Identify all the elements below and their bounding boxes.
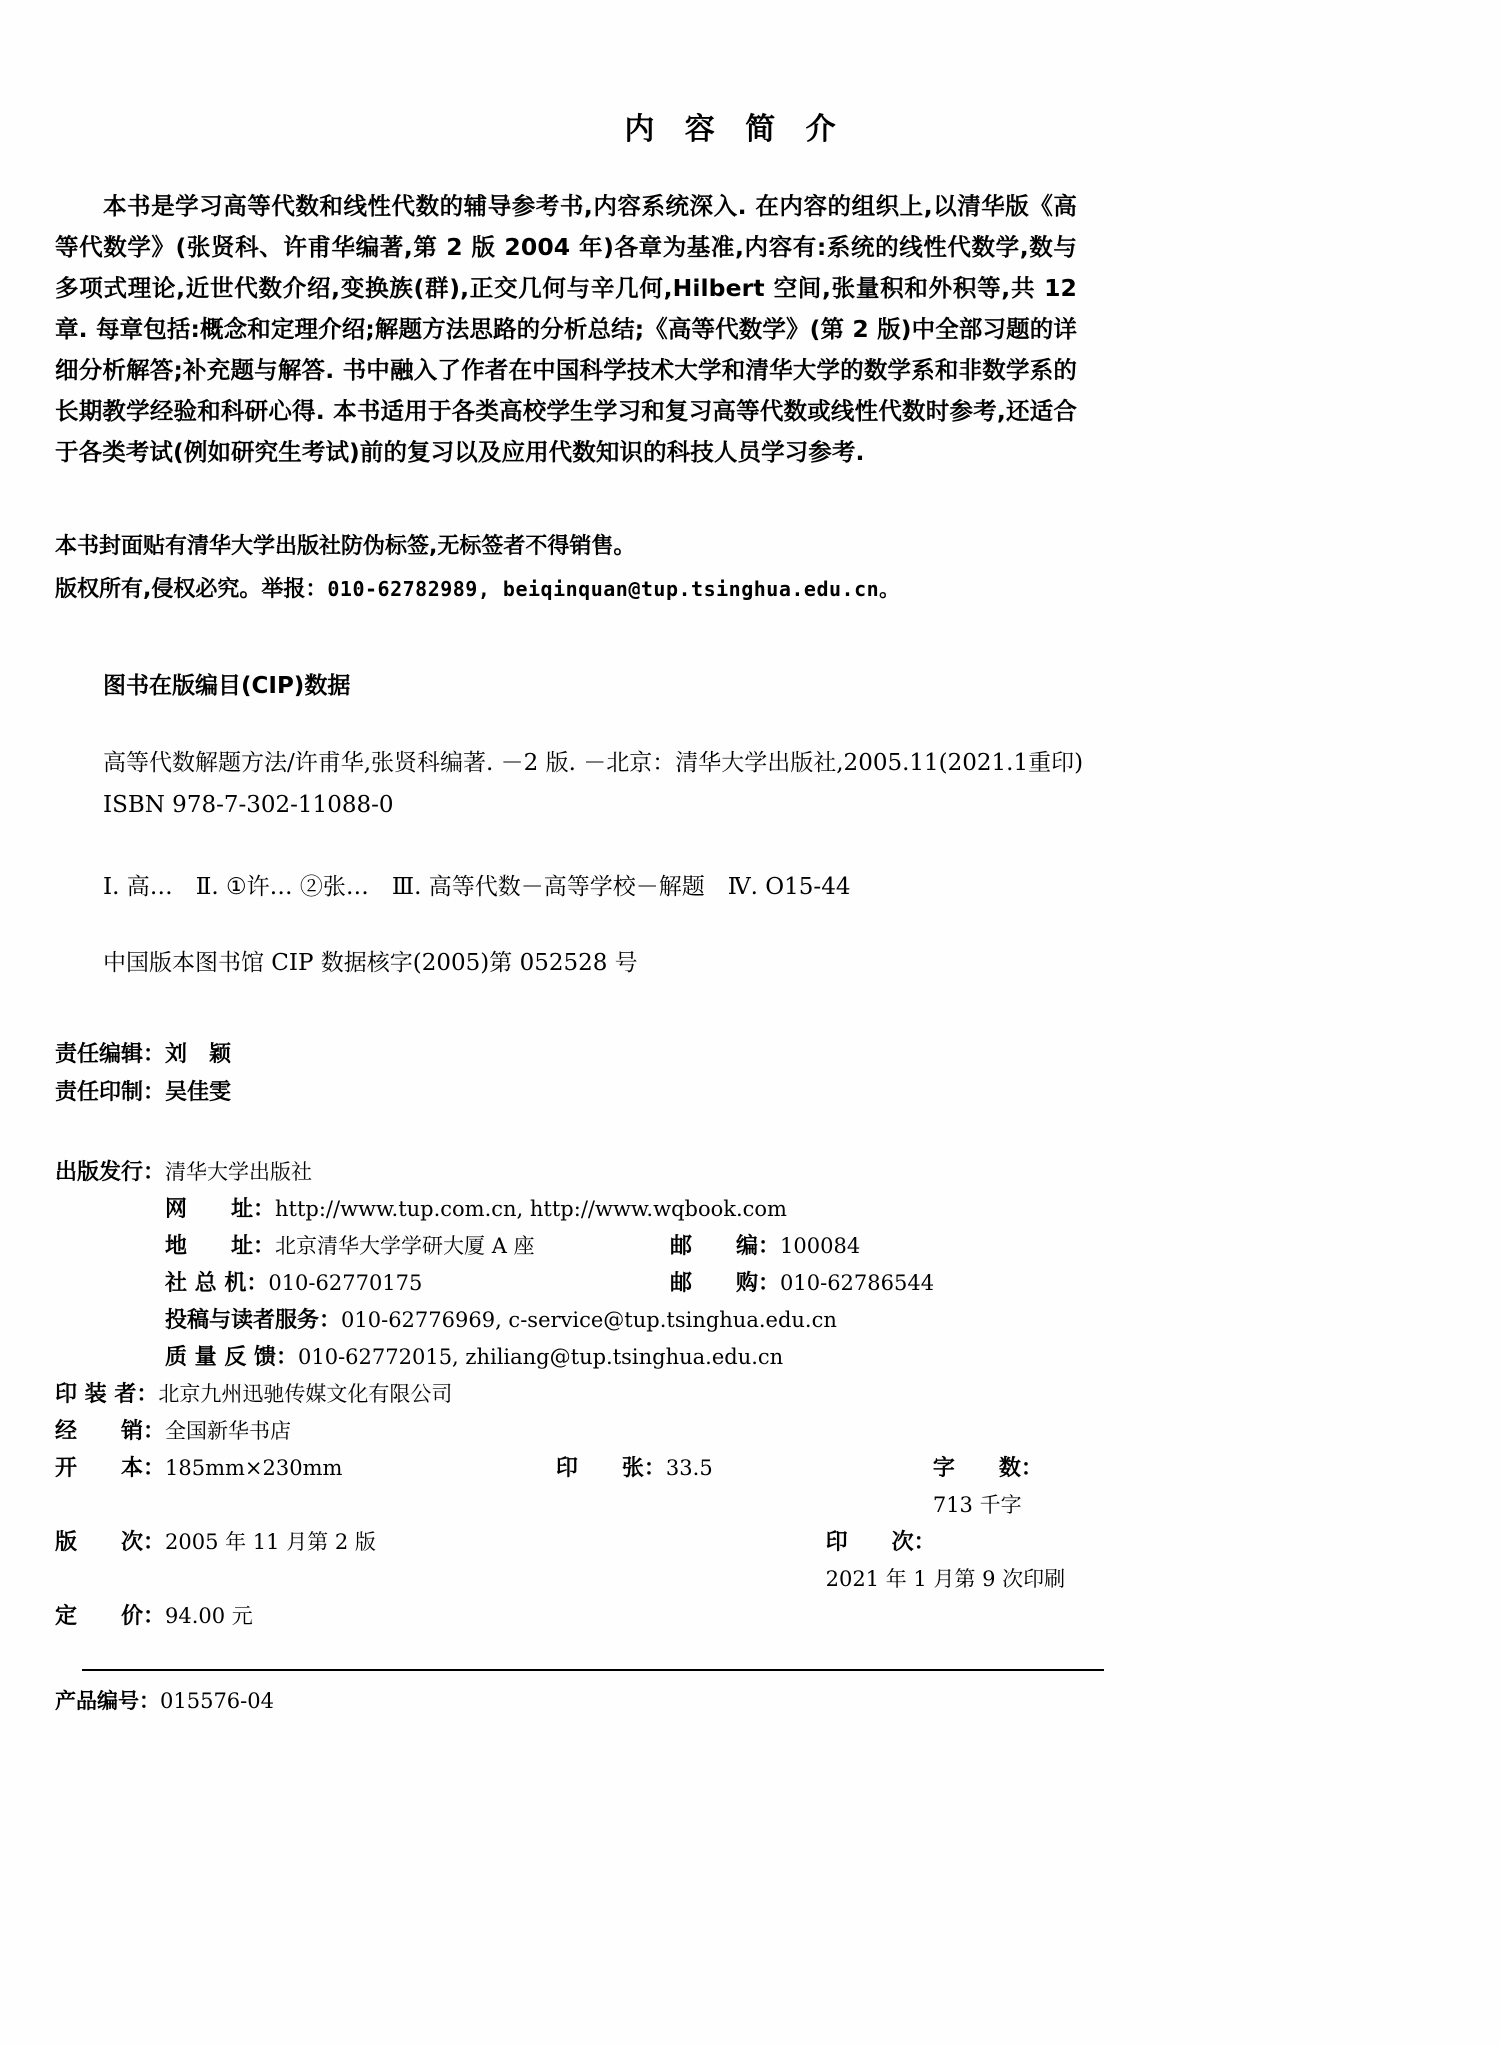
publisher-quality-feedback-value: 010-62772015, zhiliang@tup.tsinghua.edu.cn [297, 1345, 784, 1369]
publisher-mailorder-value: 010-62786544 [780, 1271, 935, 1295]
notices-block [55, 525, 1130, 611]
publisher-reader-service-value: 010-62776969, c-service@tup.tsinghua.edu.cn [341, 1308, 837, 1332]
copyright-notice-label: 版权所有,侵权必究。举报： [55, 577, 328, 602]
book-summary-paragraph: 本书是学习高等代数和线性代数的辅导参考书,内容系统深入. 在内容的组织上,以清华版《高等代数学》(张贤科、许甫华编著,第 2 版 2004 年)各章为基准,内容有:系统的线性代数学,数与多项式理论,近世代数介绍,变换族(群),正交几何与辛几何,Hilbert 空间,张量积和外积等,共 12 章. 每章包括:概念和定理介绍;解题方法思路的分析总结;《高等代数学》(第 2 版)中全部习题的详细分析解答;补充题与解答. 书中融入了作者在中国科学技术大学和清华大学的数学系和非数学系的长期教学经验和科研心得. 本书适用于各类高校学生学习和复习高等代数或线性代数时参考,还适合于各类考试(例如研究生考试)前的复习以及应用代数知识的科技人员学习参考. [55, 192, 1077, 466]
credit-row [55, 1036, 1130, 1074]
responsible-printing-value: 吴佳雯 [165, 1080, 232, 1105]
copyright-notice [55, 568, 1130, 611]
page-content [55, 0, 1130, 1715]
impression-group [826, 1524, 1130, 1598]
publisher-quality-feedback-row [55, 1339, 1130, 1376]
sheets-value: 33.5 [665, 1456, 713, 1480]
wordcount-group [933, 1450, 1130, 1524]
price-row [55, 1598, 1130, 1635]
format-row [55, 1450, 1130, 1524]
impression-value: 2021 年 1 月第 9 次印刷 [825, 1567, 1066, 1591]
responsible-printing-label: 责任印制： [55, 1080, 166, 1105]
printer-value: 北京九州迅驰传媒文化有限公司 [158, 1382, 453, 1406]
publisher-switchboard-group [165, 1265, 670, 1302]
impression-label: 印 次： [825, 1530, 936, 1555]
publisher-address-label: 地 址： [165, 1234, 276, 1259]
edition-value: 2005 年 11 月第 2 版 [165, 1530, 376, 1554]
publisher-reader-service-row [55, 1302, 1130, 1339]
publisher-issue-row [55, 1154, 1130, 1191]
publisher-mailorder-label: 邮 购： [670, 1271, 781, 1296]
publisher-postcode-value: 100084 [780, 1234, 861, 1258]
publisher-switchboard-value: 010-62770175 [268, 1271, 423, 1295]
price-label: 定 价： [55, 1604, 166, 1629]
price-value: 94.00 元 [165, 1604, 253, 1628]
publisher-info-block [55, 1154, 1130, 1635]
publisher-address-group [165, 1228, 670, 1265]
distributor-row [55, 1413, 1130, 1450]
page-title: 内 容 简 介 [624, 112, 846, 147]
publisher-address-row [55, 1228, 1130, 1265]
anti-counterfeit-notice: 本书封面贴有清华大学出版社防伪标签,无标签者不得销售。 [55, 534, 636, 559]
format-group [55, 1450, 556, 1487]
edition-row [55, 1524, 1130, 1598]
cip-record-number: 中国版本图书馆 CIP 数据核字(2005)第 052528 号 [103, 950, 638, 976]
product-number-label: 产品编号： [55, 1689, 160, 1713]
printer-row [55, 1376, 1130, 1413]
responsible-editor-label: 责任编辑： [55, 1042, 166, 1067]
publisher-postcode-group [670, 1228, 860, 1265]
cip-heading: 图书在版编目(CIP)数据 [103, 673, 351, 699]
publisher-issue-value: 清华大学出版社 [165, 1160, 313, 1184]
sheets-label: 印 张： [555, 1456, 666, 1481]
publisher-issue-label: 出版发行： [55, 1160, 166, 1185]
product-number-value: 015576-04 [160, 1689, 274, 1713]
sheets-group [556, 1450, 933, 1487]
cip-isbn: ISBN 978-7-302-11088-0 [103, 792, 394, 818]
cip-title-line: 高等代数解题方法/许甫华,张贤科编著. －2 版. －北京：清华大学出版社,2005.11(2021.1重印) [103, 750, 1084, 776]
responsible-editor-value: 刘 颖 [165, 1042, 232, 1067]
publisher-postcode-label: 邮 编： [670, 1234, 781, 1259]
printer-label: 印 装 者： [55, 1382, 159, 1407]
copyright-notice-contact: 010-62782989, beiqinquan@tup.tsinghua.edu.cn。 [327, 577, 900, 601]
distributor-label: 经 销： [55, 1419, 166, 1444]
publisher-website-label: 网 址： [165, 1197, 276, 1222]
publisher-website-value: http://www.tup.com.cn, http://www.wqbook.com [275, 1197, 787, 1221]
wordcount-label: 字 数： [932, 1456, 1043, 1481]
credits-block [55, 1036, 1130, 1112]
publisher-mailorder-group [670, 1265, 934, 1302]
cip-classification: Ⅰ. 高… Ⅱ. ①许… ②张… Ⅲ. 高等代数－高等学校－解题 Ⅳ. O15-44 [103, 874, 851, 900]
product-number-row [55, 1685, 1130, 1715]
format-value: 185mm×230mm [165, 1456, 343, 1480]
publisher-website-row [55, 1191, 1130, 1228]
edition-label: 版 次： [55, 1530, 166, 1555]
format-label: 开 本： [55, 1456, 166, 1481]
wordcount-value: 713 千字 [932, 1493, 1022, 1517]
footer-divider [82, 1669, 1104, 1671]
edition-group [55, 1524, 495, 1561]
credit-row [55, 1074, 1130, 1112]
publisher-reader-service-label: 投稿与读者服务： [165, 1308, 342, 1333]
distributor-value: 全国新华书店 [165, 1419, 292, 1443]
publisher-switchboard-label: 社 总 机： [165, 1271, 269, 1296]
publisher-switchboard-row [55, 1265, 1130, 1302]
publisher-address-value: 北京清华大学学研大厦 A 座 [275, 1234, 535, 1258]
publisher-quality-feedback-label: 质 量 反 馈： [165, 1345, 298, 1370]
